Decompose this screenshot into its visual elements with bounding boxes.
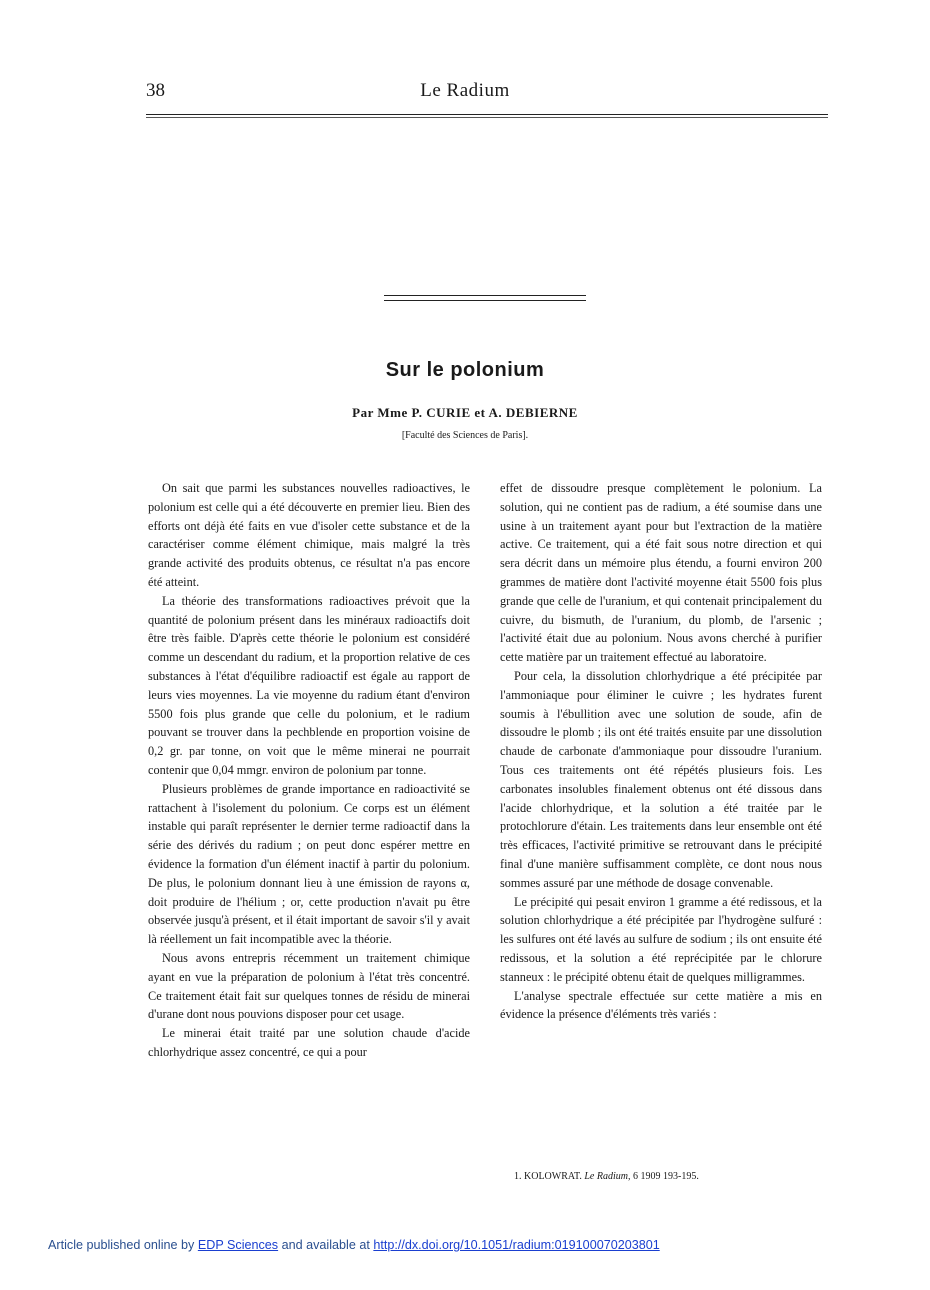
left-column xyxy=(148,479,470,1062)
footnote xyxy=(514,1171,699,1182)
paragraph: Plusieurs problèmes de grande importance en radioactivité se rattachent à l'isolement du polonium. Ce corps est un élément instable qui paraît représenter le dernier terme radioactif dans la série des dérivés du radium ; on peut donc espérer mettre en évidence la formation d'un élément inactif à partir du polonium. De plus, le polonium donnant lieu à une émission de rayons α, doit produire de l'hélium ; or, cette production n'avait pu être observée jusqu'à présent, et il était important de savoir s'il y avait là réellement un fait incompatible avec la théorie. xyxy=(148,781,470,947)
paragraph: Le minerai était traité par une solution chaude d'acide chlorhydrique assez concentré, ce qui a pour xyxy=(148,1026,470,1059)
header-rule xyxy=(146,114,828,118)
footnote-source: Le Radium, xyxy=(584,1171,631,1182)
publisher-bar xyxy=(48,1238,660,1252)
journal-title: Le Radium xyxy=(420,80,510,101)
publisher-middle: and available at xyxy=(281,1238,370,1252)
footnote-number: 1. xyxy=(514,1171,522,1182)
paragraph: L'analyse spectrale effectuée sur cette matière a mis en évidence la présence d'éléments très variés : xyxy=(500,988,822,1022)
publisher-link[interactable]: EDP Sciences xyxy=(197,1238,279,1252)
paragraph: La théorie des transformations radioactives prévoit que la quantité de polonium présent dans les minéraux radioactifs doit être très faible. D'après cette théorie le polonium est considéré comme un descendant du radium, et la proportion relative de ces substances à l'état d'équilibre radioactif est égale au rapport de leurs vies moyennes. La vie moyenne du radium étant d'environ 5500 fois plus grande que celle du polonium, et le radium pouvant se trouver dans la pechblende en proportion voisine de 0,2 gr. par tonne, on voit que le même minerai ne pourrait contenir que 0,04 mmgr. environ de polonium par tonne. xyxy=(148,593,470,777)
footnote-author: KOLOWRAT. xyxy=(524,1171,582,1182)
paragraph: Pour cela, la dissolution chlorhydrique a été précipitée par l'ammoniaque pour éliminer le cuivre ; les hydrates furent soumis à l'ébullition avec une solution de soude, afin de dissoudre le plomb ; ils ont été traités ensuite par une dissolution chaude de carbonate d'ammoniaque pour dissoudre l'uranium. Tous ces traitements ont été répétés plusieurs fois. Les carbonates insolubles finalement obtenus ont été dissous dans l'acide chlorhydrique, et la solution a été traitée par le protochlorure d'étain. Les traitements dans leur ensemble ont été très efficaces, l'activité primitive se retrouvant dans le précipité final d'une manière suffisamment complète, ce dont nous nous sommes assuré par une méthode de dosage convenable. xyxy=(500,668,822,890)
article-affiliation: [Faculté des Sciences de Paris]. xyxy=(401,430,529,441)
article-title: Sur le polonium xyxy=(385,359,545,381)
paragraph: Nous avons entrepris récemment un traitement chimique ayant en vue la préparation de polonium à l'état très concentré. Ce traitement était fait sur quelques tonnes de résidu de minerai d'urane dont nous pouvions disposer pour cet usage. xyxy=(148,950,470,1022)
paragraph: On sait que parmi les substances nouvelles radioactives, le polonium est celle qui a été découverte en premier lieu. Bien des efforts ont déjà été faits en vue d'isoler cette substance et de la caractériser comme élément chimique, mais malgré la très grande activité des produits obtenus, ce résultat n'a pas encore été atteint. xyxy=(148,481,470,589)
footnote-reference: 6 1909 193-195. xyxy=(632,1171,699,1182)
publisher-prefix: Article published online by xyxy=(48,1238,195,1252)
article-authors: Par Mme P. CURIE et A. DEBIERNE xyxy=(352,405,578,420)
paragraph: effet de dissoudre presque complètement le polonium. La solution, qui ne contient pas de radium, a été soumise dans une usine à un traitement ayant pour but l'extraction de la matière active. Ce traitement, qui a été fait sous notre direction et qui sera décrit dans un mémoire plus étendu, a fourni environ 200 grammes de matière dont l'activité moyenne était 5500 fois plus grande que celle de l'uranium, et qui contenait principalement du cuivre, du bismuth, de l'uranium, du plomb, de l'arsenic ; l'activité était due au polonium. Nous avons cherché à purifier cette matière par un traitement effectué au laboratoire. xyxy=(500,481,822,665)
paragraph: Le précipité qui pesait environ 1 gramme a été redissous, et la solution chlorhydrique a été précipitée par l'hydrogène sulfuré : les sulfures ont été lavés au sulfure de sodium ; ils ont ensuite été redissous, et la solution a été reprécipitée par le chlorure stanneux : le précipité obtenu était de quelques milligrammes. xyxy=(500,894,822,984)
page-number: 38 xyxy=(146,80,165,101)
right-column xyxy=(500,479,822,1024)
doi-link[interactable]: http://dx.doi.org/10.1051/radium:019100070203801 xyxy=(373,1238,660,1252)
title-ornament xyxy=(384,295,586,301)
